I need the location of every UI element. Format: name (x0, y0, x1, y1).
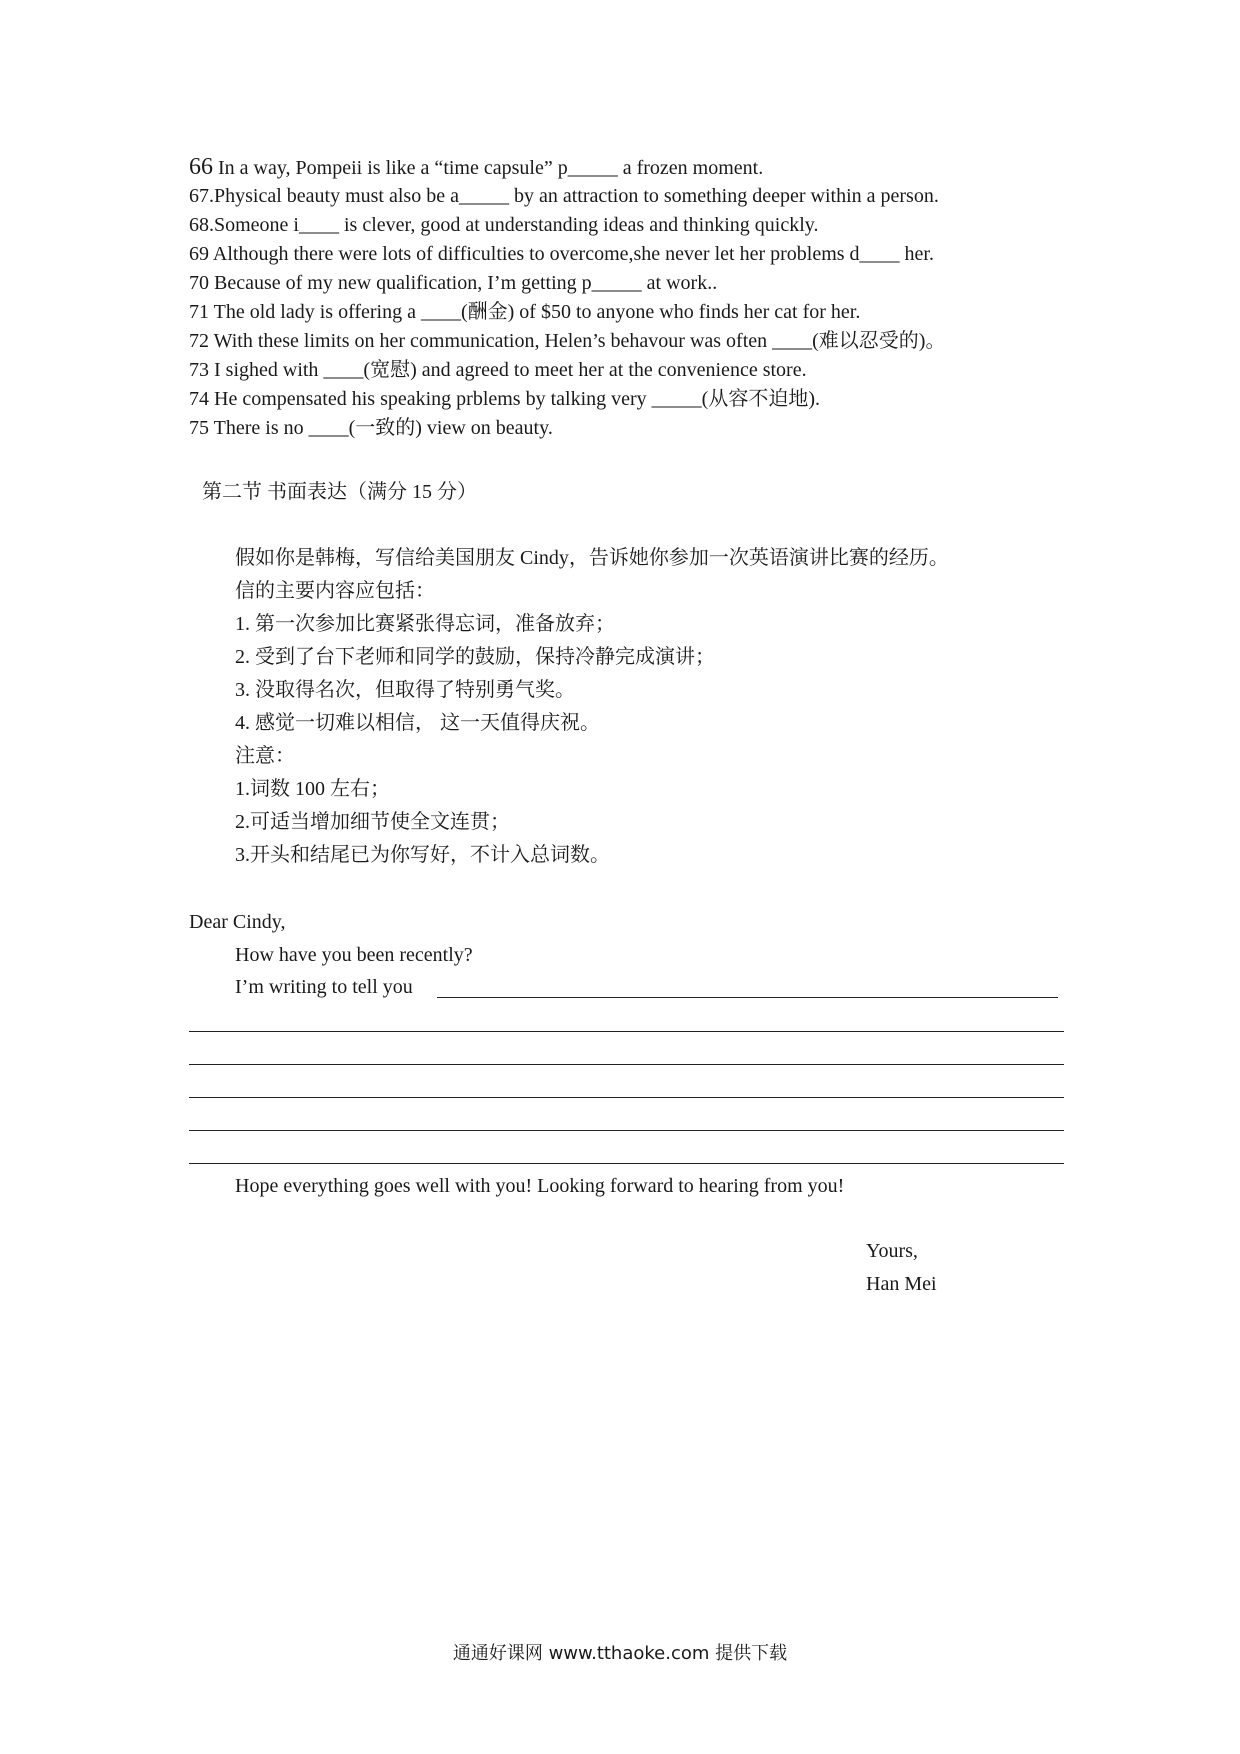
task-point-2: 2. 受到了台下老师和同学的鼓励，保持冷静完成演讲； (235, 646, 715, 668)
writing-line (189, 1163, 1064, 1164)
question-number: 66 (189, 154, 213, 180)
task-point-3: 3. 没取得名次，但取得了特别勇气奖。 (235, 679, 575, 701)
question-68: 68.Someone i____ is clever, good at understanding ideas and thinking quickly. (189, 214, 819, 236)
task-point-4: 4. 感觉一切难以相信， 这一天值得庆祝。 (235, 712, 600, 734)
page-footer: 通通好课网 www.tthaoke.com 提供下载 (452, 1643, 788, 1664)
task-notes-label: 注意： (235, 745, 295, 767)
section-title: 第二节 书面表达（满分 15 分） (202, 481, 477, 503)
question-74: 74 He compensated his speaking prblems by talking very _____(从容不迫地). (189, 388, 820, 410)
task-content-label: 信的主要内容应包括： (235, 580, 435, 602)
writing-line (189, 1031, 1064, 1032)
letter-closing: Hope everything goes well with you! Looking forward to hearing from you! (235, 1175, 845, 1197)
task-point-1: 1. 第一次参加比赛紧张得忘词，准备放弃； (235, 613, 615, 635)
writing-line (437, 997, 1058, 998)
question-69: 69 Although there were lots of difficulties to overcome,she never let her problems d____ her. (189, 243, 934, 265)
writing-line (189, 1130, 1064, 1131)
question-73: 73 I sighed with ____(宽慰) and agreed to meet her at the convenience store. (189, 359, 807, 381)
question-71: 71 The old lady is offering a ____(酬金) of $50 to anyone who finds her cat for her. (189, 301, 861, 323)
task-note-1: 1.词数 100 左右； (235, 778, 390, 800)
question-66 (189, 153, 763, 182)
question-70: 70 Because of my new qualification, I’m getting p_____ at work.. (189, 272, 718, 294)
question-75: 75 There is no ____(一致的) view on beauty. (189, 417, 553, 439)
question-67: 67.Physical beauty must also be a_____ by an attraction to something deeper within a person. (189, 185, 939, 207)
letter-signoff: Yours, (866, 1240, 918, 1262)
letter-opening-2: I’m writing to tell you (235, 976, 413, 998)
task-note-3: 3.开头和结尾已为你写好，不计入总词数。 (235, 844, 610, 866)
letter-salutation: Dear Cindy, (189, 911, 286, 933)
question-text: In a way, Pompeii is like a “time capsule” p_____ a frozen moment. (213, 157, 764, 179)
task-note-2: 2.可适当增加细节使全文连贯； (235, 811, 510, 833)
task-intro: 假如你是韩梅，写信给美国朋友 Cindy，告诉她你参加一次英语演讲比赛的经历。 (235, 547, 949, 569)
letter-opening-1: How have you been recently? (235, 944, 473, 966)
letter-signature: Han Mei (866, 1273, 937, 1295)
question-72: 72 With these limits on her communication, Helen’s behavour was often ____(难以忍受的)。 (189, 330, 946, 352)
writing-line (189, 1064, 1064, 1065)
writing-line (189, 1097, 1064, 1098)
